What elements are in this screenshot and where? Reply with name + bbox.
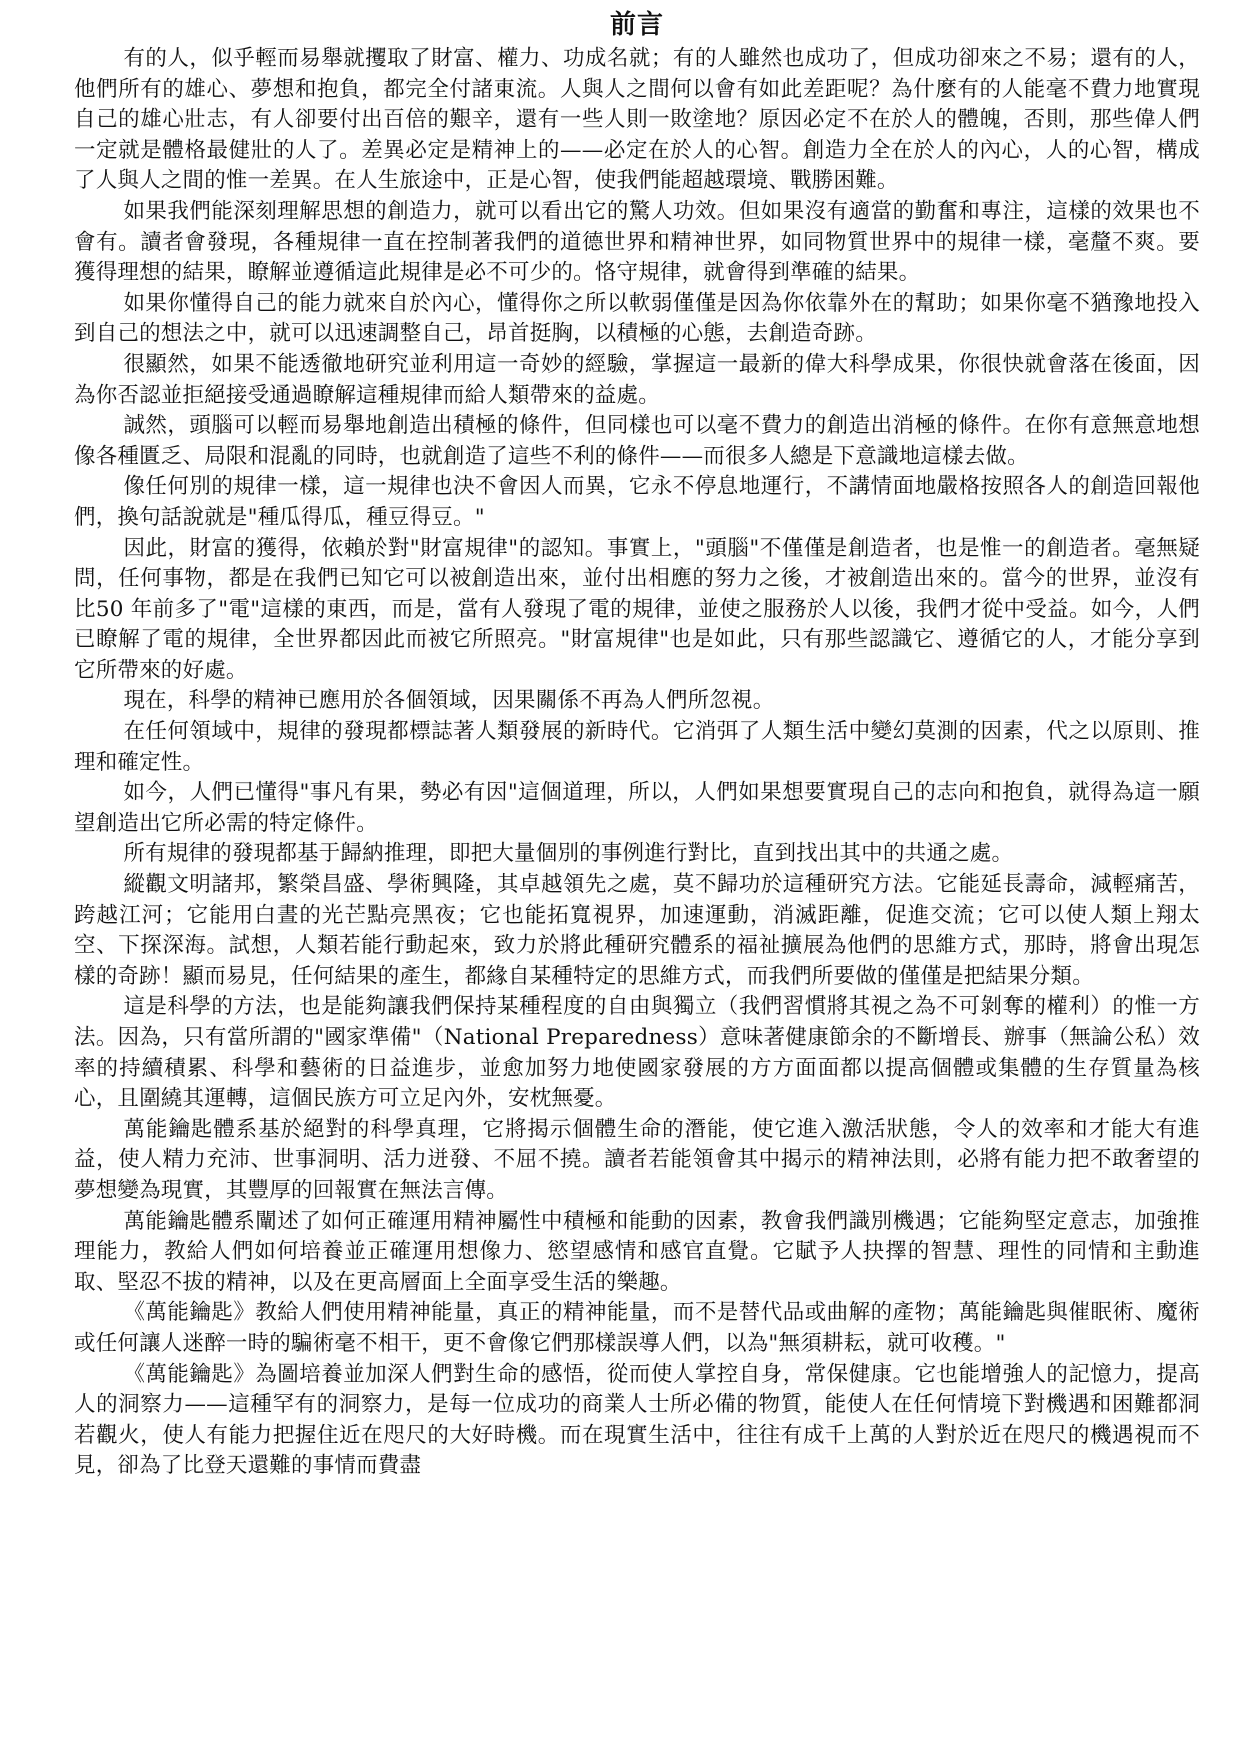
paragraph-13: 這是科學的方法，也是能夠讓我們保持某種程度的自由與獨立（我們習慣將其視之為不可剝奪的權利）的惟一方法。因為，只有當所謂的"國家準備"（National Preparedness）意味著健康節余的不斷增長、辦事（無論公私）效率的持續積累、科學和藝術的日益進步，並愈加努力地使國家發展的方方面面都以提高個體或集體的生存質量為核心，且圍繞其運轉，這個民族方可立足內外，安枕無憂。 [74,994,1200,1112]
paragraph-10: 如今，人們已懂得"事凡有果，勢必有因"這個道理，所以，人們如果想要實現自己的志向和抱負，就得為這一願望創造出它所必需的特定條件。 [74,780,1200,836]
paragraph-2: 如果我們能深刻理解思想的創造力，就可以看出它的驚人功效。但如果沒有適當的勤奮和專注，這樣的效果也不會有。讀者會發現，各種規律一直在控制著我們的道德世界和精神世界，如同物質世界中的規律一樣，毫釐不爽。要獲得理想的結果，瞭解並遵循這此規律是必不可少的。恪守規律，就會得到準確的結果。 [74,198,1200,286]
paragraph-16: 《萬能鑰匙》教給人們使用精神能量，真正的精神能量，而不是替代品或曲解的產物；萬能鑰匙與催眠術、魔術或任何讓人迷醉一時的騙術毫不相干，更不會像它們那樣誤導人們，以為"無須耕耘，就可收穫。" [74,1300,1200,1356]
paragraph-17: 《萬能鑰匙》為圖培養並加深人們對生命的感悟，從而使人掌控自身，常保健康。它也能增強人的記憶力，提高人的洞察力——這種罕有的洞察力，是每一位成功的商業人士所必備的物質，能使人在任何情境下對機遇和困難都洞若觀火，使人有能力把握住近在咫尺的大好時機。而在現實生活中，往往有成千上萬的人對於近在咫尺的機遇視而不見，卻為了比登天還難的事情而費盡 [74,1361,1200,1479]
paragraph-6: 像任何別的規律一樣，這一規律也決不會因人而異，它永不停息地運行，不講情面地嚴格按照各人的創造回報他們，換句話說就是"種瓜得瓜，種豆得豆。" [74,474,1200,530]
paragraph-7: 因此，財富的獲得，依賴於對"財富規律"的認知。事實上，"頭腦"不僅僅是創造者，也是惟一的創造者。毫無疑問，任何事物，都是在我們已知它可以被創造出來，並付出相應的努力之後，才被創造出來的。當今的世界，並沒有比50 年前多了"電"這樣的東西，而是，當有人發現了電的規律，並使之服務於人以後，我們才從中受益。如今，人們已瞭解了電的規律，全世界都因此而被它所照亮。"財富規律"也是如此，只有那些認識它、遵循它的人，才能分享到它所帶來的好處。 [74,535,1200,683]
paragraph-5: 誠然，頭腦可以輕而易舉地創造出積極的條件，但同樣也可以毫不費力的創造出消極的條件。在你有意無意地想像各種匱乏、局限和混亂的同時，也就創造了這些不利的條件——而很多人總是下意識地這樣去做。 [74,413,1200,469]
document-page [74,8,1200,1750]
paragraph-1: 有的人，似乎輕而易舉就攫取了財富、權力、功成名就；有的人雖然也成功了，但成功卻來之不易；還有的人，他們所有的雄心、夢想和抱負，都完全付諸東流。人與人之間何以會有如此差距呢？為什麼有的人能毫不費力地實現自己的雄心壯志，有人卻要付出百倍的艱辛，還有一些人則一敗塗地？原因必定不在於人的體魄，否則，那些偉人們一定就是體格最健壯的人了。差異必定是精神上的——必定在於人的心智。創造力全在於人的內心，人的心智，構成了人與人之間的惟一差異。在人生旅途中，正是心智，使我們能超越環境、戰勝困難。 [74,46,1200,194]
paragraph-11: 所有規律的發現都基于歸納推理，即把大量個別的事例進行對比，直到找出其中的共通之處。 [123,841,1014,867]
paragraph-8: 現在，科學的精神已應用於各個領域，因果關係不再為人們所忽視。 [123,688,775,714]
page-title: 前言 [609,10,664,40]
paragraph-9: 在任何領域中，規律的發現都標誌著人類發展的新時代。它消弭了人類生活中變幻莫測的因素，代之以原則、推理和確定性。 [74,719,1200,775]
paragraph-14: 萬能鑰匙體系基於絕對的科學真理，它將揭示個體生命的潛能，使它進入激活狀態，令人的效率和才能大有進益，使人精力充沛、世事洞明、活力迸發、不屈不撓。讀者若能領會其中揭示的精神法則，必將有能力把不敢奢望的夢想變為現實，其豐厚的回報實在無法言傳。 [74,1116,1200,1203]
paragraph-3: 如果你懂得自己的能力就來自於內心，懂得你之所以軟弱僅僅是因為你依靠外在的幫助；如果你毫不猶豫地投入到自己的想法之中，就可以迅速調整自己，昂首挺胸，以積極的心態，去創造奇跡。 [74,290,1200,347]
paragraph-4: 很顯然，如果不能透徹地研究並利用這一奇妙的經驗，掌握這一最新的偉大科學成果，你很快就會落在後面，因為你否認並拒絕接受通過瞭解這種規律而給人類帶來的益處。 [74,351,1200,408]
paragraph-12: 縱觀文明諸邦，繁榮昌盛、學術興隆，其卓越領先之處，莫不歸功於這種研究方法。它能延長壽命，減輕痛苦，跨越江河；它能用白晝的光芒點亮黑夜；它也能拓寬視界，加速運動，消滅距離，促進交流；它可以使人類上翔太空、下探深海。試想，人類若能行動起來，致力於將此種研究體系的福祉擴展為他們的思維方式，那時，將會出現怎樣的奇跡！顯而易見，任何結果的產生，都緣自某種特定的思維方式，而我們所要做的僅僅是把結果分類。 [74,872,1200,989]
paragraph-15: 萬能鑰匙體系闡述了如何正確運用精神屬性中積極和能動的因素，教會我們識別機遇；它能夠堅定意志，加強推理能力，教給人們如何培養並正確運用想像力、慾望感情和感官直覺。它賦予人抉擇的智慧、理性的同情和主動進取、堅忍不拔的精神，以及在更高層面上全面享受生活的樂趣。 [74,1208,1200,1295]
